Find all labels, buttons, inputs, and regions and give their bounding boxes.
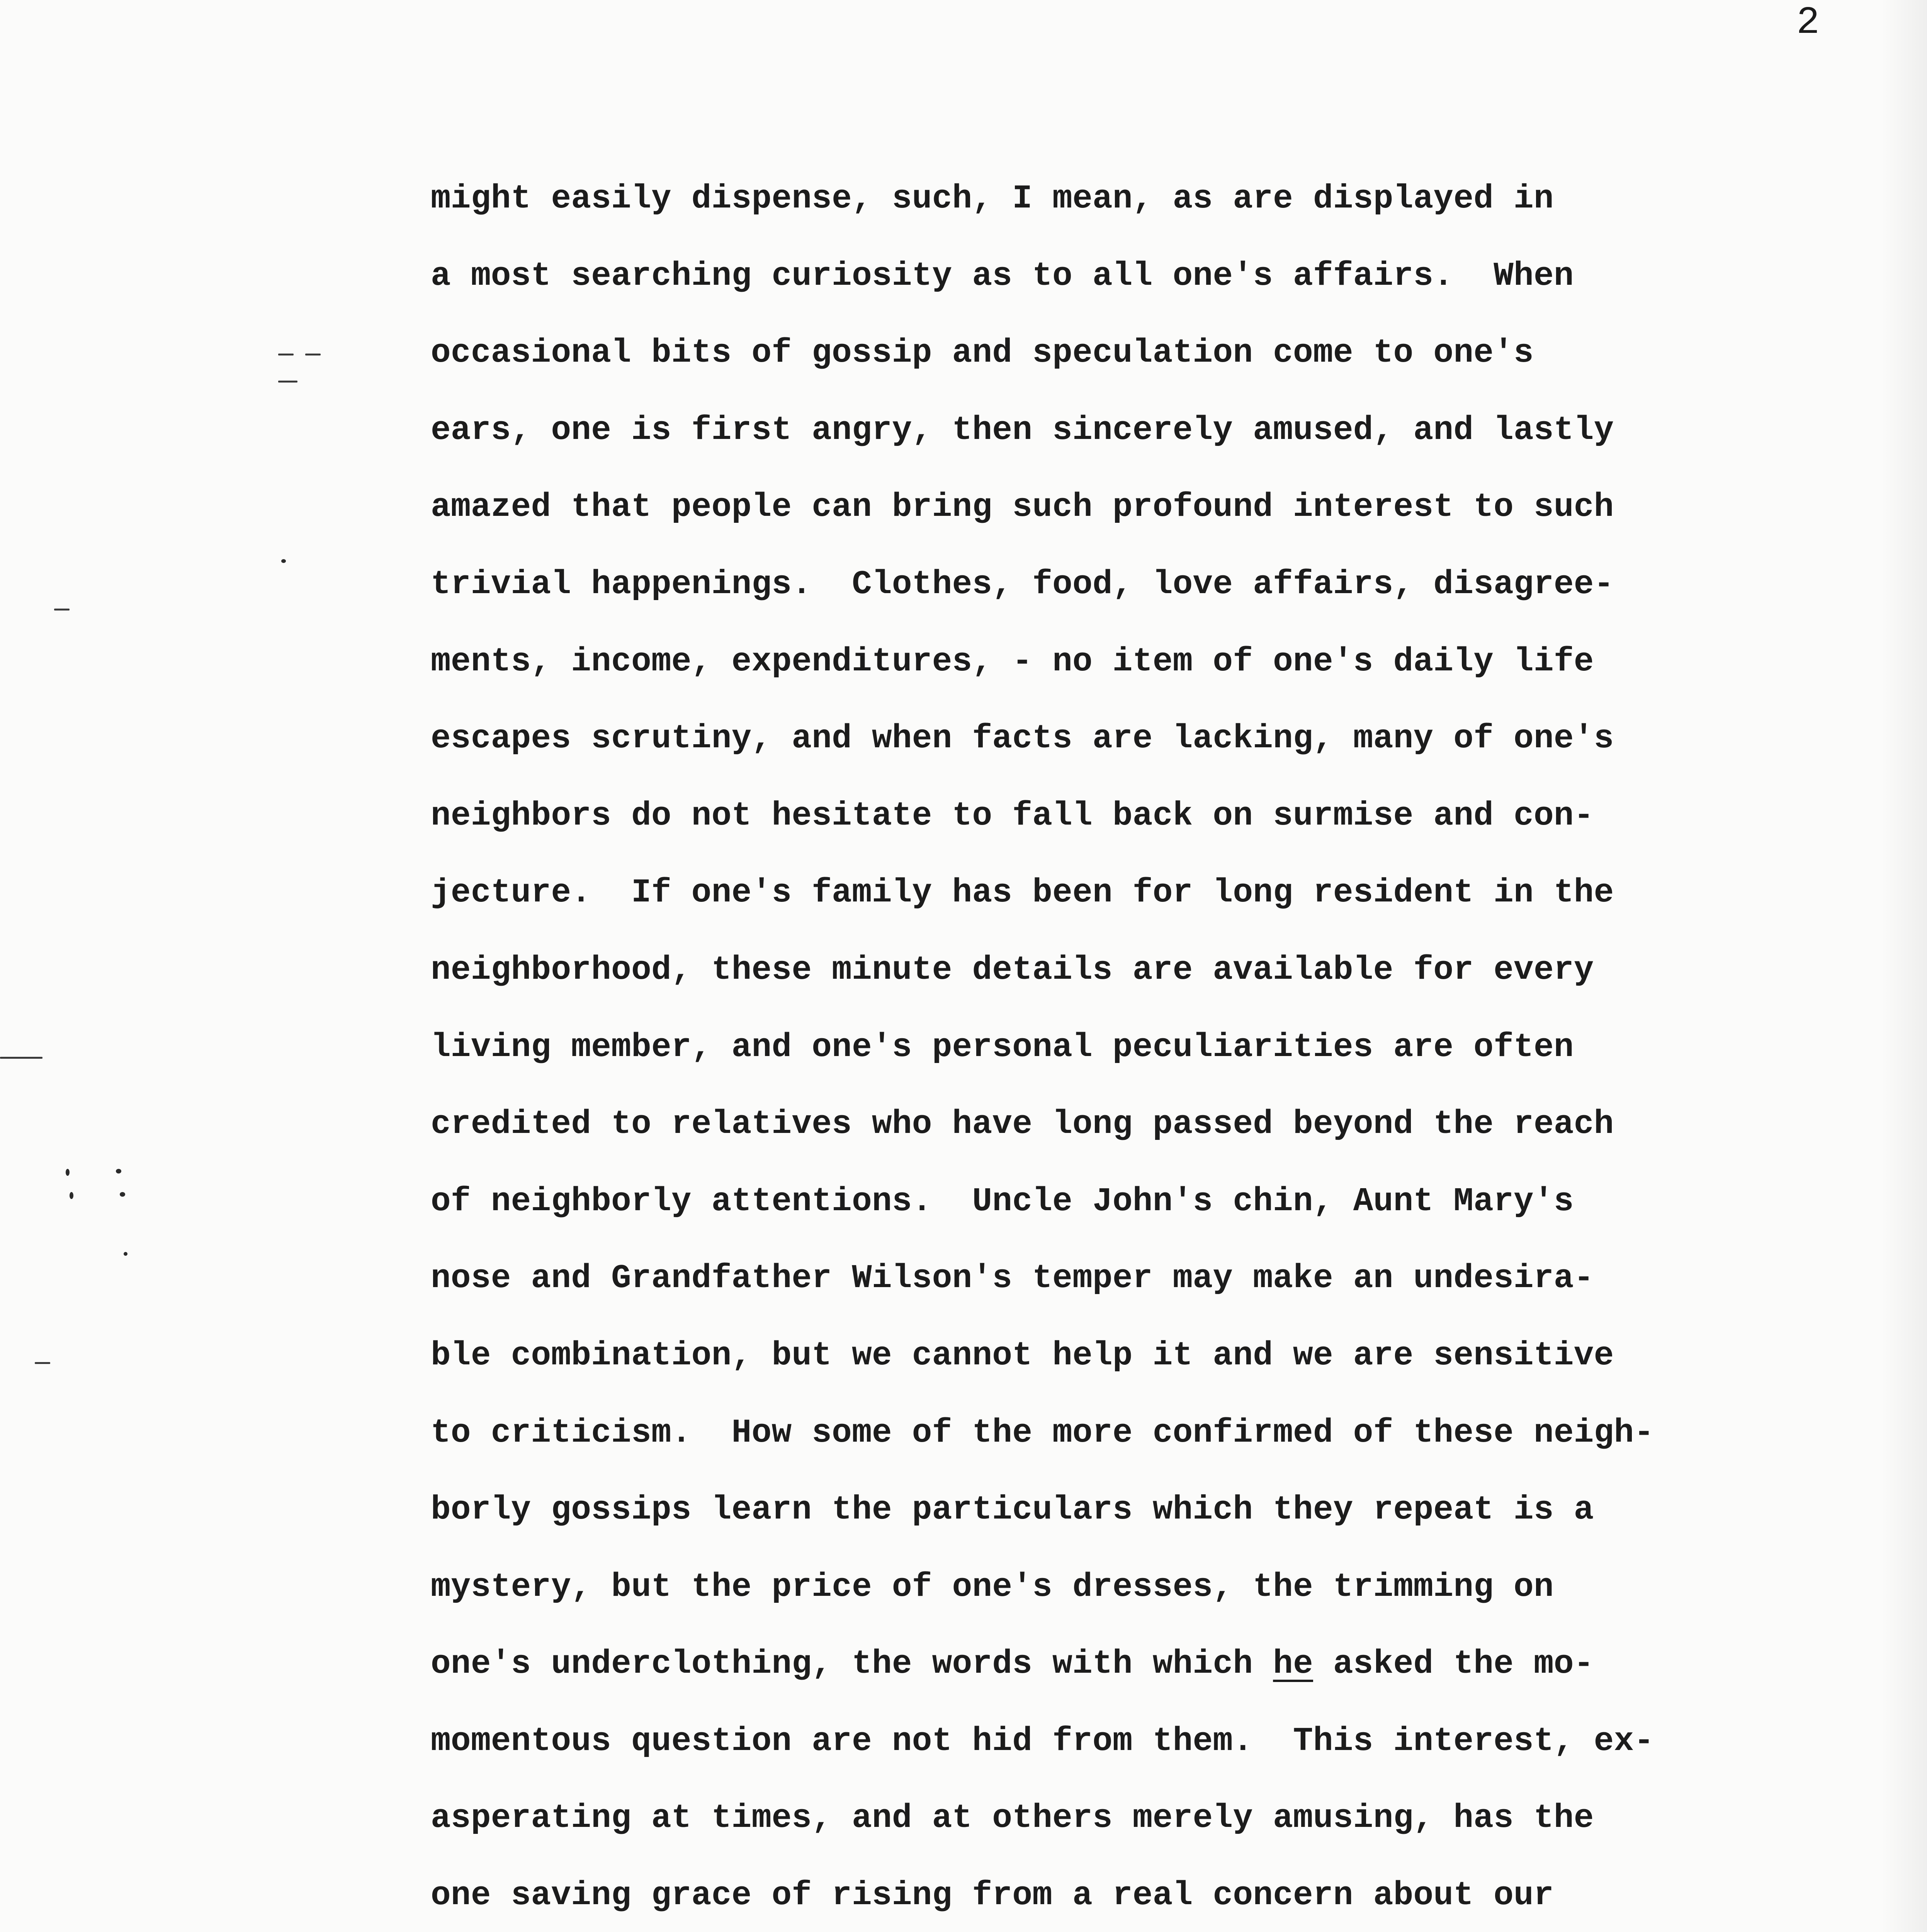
margin-mark: [35, 1362, 50, 1364]
text-line: amazed that people can bring such profound interest to such: [431, 488, 1614, 526]
margin-speck: [116, 1169, 121, 1173]
margin-speck: [120, 1192, 125, 1197]
text-line: neighborhood, these minute details are available for every: [431, 951, 1594, 989]
text-line-with-underline: [431, 1626, 1899, 1703]
text-line: of neighborly attentions. Uncle John's chin, Aunt Mary's: [431, 1182, 1574, 1220]
text-line: living member, and one's personal peculiarities are often: [431, 1028, 1574, 1066]
typed-text-body: [431, 160, 1899, 1932]
text-line: a most searching curiosity as to all one's affairs. When: [431, 257, 1574, 295]
underlined-word: he: [1273, 1645, 1313, 1683]
margin-mark: [54, 609, 70, 611]
text-line: to criticism. How some of the more confirmed of these neigh-: [431, 1413, 1654, 1452]
margin-mark: [305, 354, 321, 355]
text-line: one saving grace of rising from a real concern about our: [431, 1876, 1554, 1915]
text-line: trivial happenings. Clothes, food, love affairs, disagree-: [431, 565, 1614, 603]
text-line: neighbors do not hesitate to fall back on surmise and con-: [431, 796, 1594, 835]
margin-speck: [281, 559, 286, 563]
text-line: escapes scrutiny, and when facts are lacking, many of one's: [431, 719, 1614, 758]
text-line: nose and Grandfather Wilson's temper may make an undesira-: [431, 1259, 1594, 1298]
text-line: mystery, but the price of one's dresses, the trimming on: [431, 1568, 1554, 1606]
text-line: asperating at times, and at others merely amusing, has the: [431, 1799, 1594, 1837]
text-line: ears, one is first angry, then sincerely amused, and lastly: [431, 411, 1614, 449]
text-line: jecture. If one's family has been for long resident in the: [431, 874, 1614, 912]
margin-mark: [278, 354, 294, 355]
text-line: might easily dispense, such, I mean, as are displayed in: [431, 180, 1554, 218]
text-line: credited to relatives who have long passed beyond the reach: [431, 1105, 1614, 1143]
text-segment: one's underclothing, the words with which: [431, 1645, 1273, 1683]
text-line: momentous question are not hid from them. This interest, ex-: [431, 1722, 1654, 1760]
text-line: ble combination, but we cannot help it and we are sensitive: [431, 1336, 1614, 1374]
text-line: borly gossips learn the particulars which they repeat is a: [431, 1491, 1594, 1529]
margin-mark: [0, 1057, 42, 1059]
margin-speck: [124, 1252, 127, 1256]
margin-mark: [278, 381, 297, 383]
text-segment: asked the mo-: [1313, 1645, 1594, 1683]
margin-speck: [66, 1169, 70, 1176]
margin-speck: [70, 1192, 73, 1199]
page-number: 2: [1796, 1, 1820, 45]
text-line: occasional bits of gossip and speculation come to one's: [431, 334, 1534, 372]
text-line: ments, income, expenditures, - no item of one's daily life: [431, 642, 1594, 680]
